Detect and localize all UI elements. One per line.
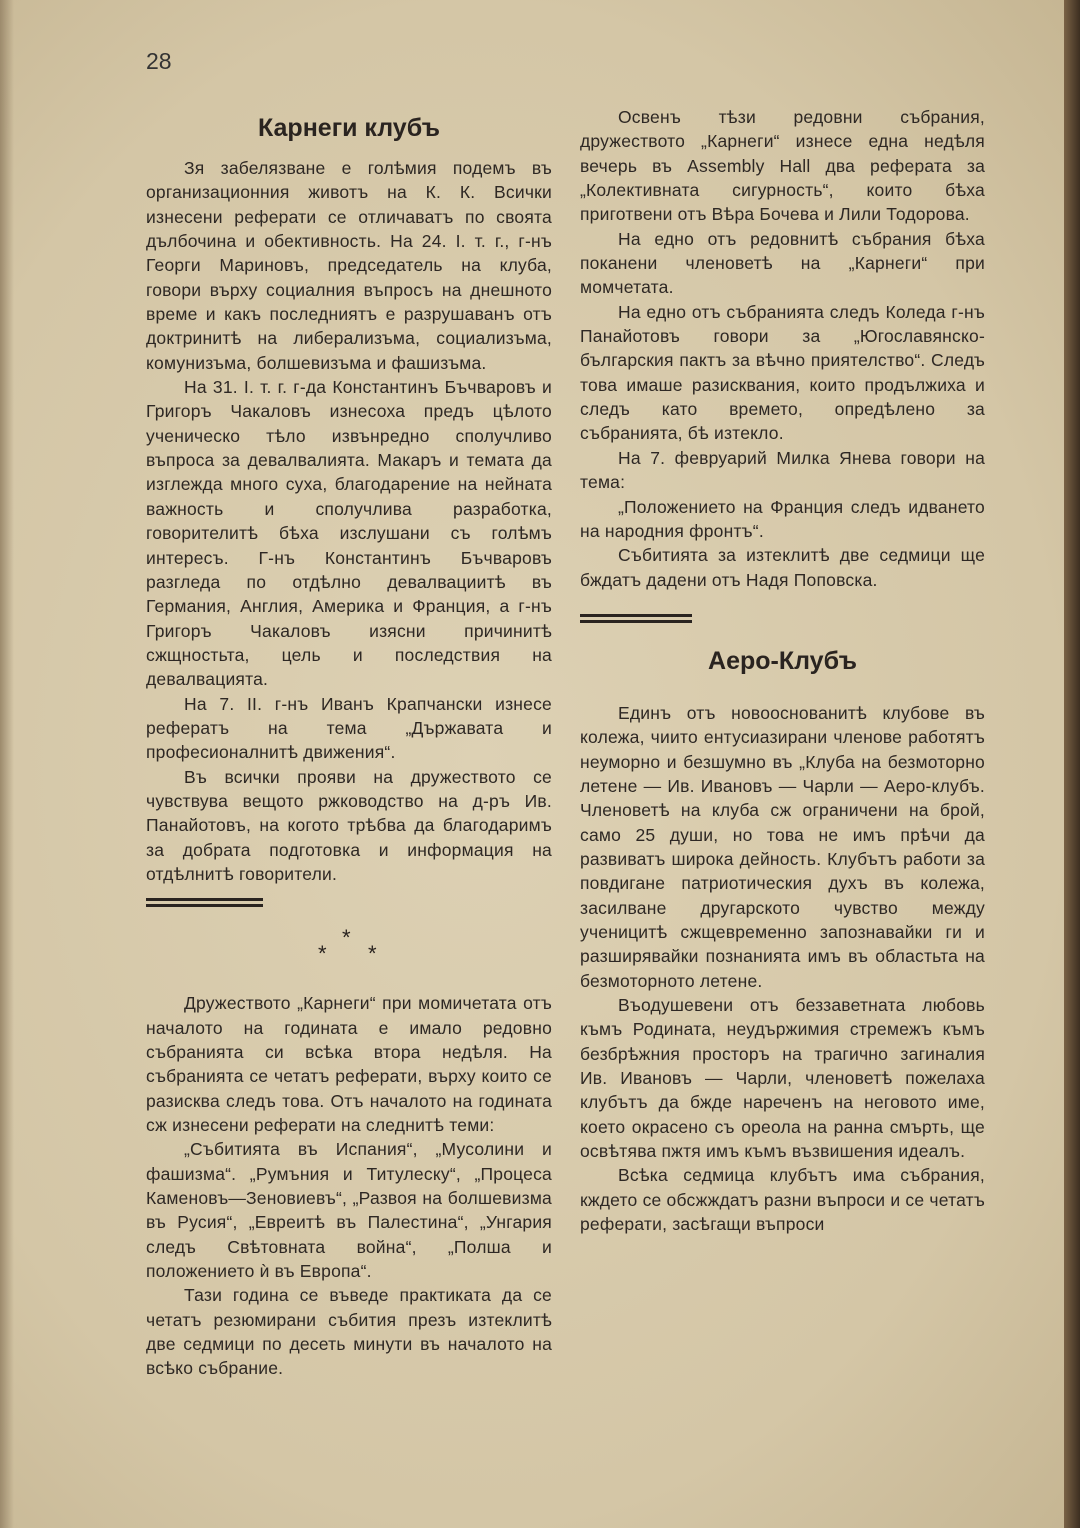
carnegie-club-title: Карнеги клубъ <box>257 114 441 142</box>
girls-section-paragraph-3: Тази година се въведе практиката да се четатъ резюмирани събития презъ изтеклитѣ две седмици по десеть минути въ началото на всѣко събрание. <box>146 1285 552 1379</box>
page-shadow-left <box>0 0 14 1528</box>
girls-section-paragraph-1: Дружеството „Карнеги“ при момичетата отъ началото на годината е имало редовно събранията си всѣка втора недѣля. На събранията се четатъ реферати, върху които се разисква следъ това. Отъ началото на годината сж изнесени реферати на следнитѣ теми: <box>146 993 552 1136</box>
carnegie-paragraph-4: Въ всички прояви на дружеството се чувствува вещото ржководство на д-ръ Ив. Панайотовъ, на когото трѣбва да благодаримъ за добрата подготовка и информация на отдѣлнитѣ говорители. <box>146 766 552 884</box>
section-divider-right <box>580 614 692 623</box>
girls-section-paragraph-9: Събитията за изтеклитѣ две седмици ще бждатъ дадени отъ Надя Поповска. <box>580 545 985 590</box>
girls-section-paragraph-5: На едно отъ редовнитѣ събрания бѣха поканени членоветѣ на „Карнеги“ при момчетата. <box>580 228 985 298</box>
aero-paragraph-3: Всѣка седмица клубътъ има събрания, кждето се обсжждатъ разни въпроси и се четатъ реферати, засѣгащи въпроси <box>580 1165 985 1235</box>
aero-paragraph-2: Въодушевени отъ беззаветната любовь къмъ Родината, неудържимия стремежъ къмъ безбрѣжния просторъ на трагично загиналия Ив. Ивановъ — Чарли, членоветѣ пожелаха клубътъ да бжде нареченъ на неговото име, което окрасено съ ореола на ранна смърть, ще освѣтява пжтя имъ къмъ възвишения идеалъ. <box>580 995 985 1162</box>
left-column <box>146 110 552 1381</box>
section-divider-left <box>146 898 263 907</box>
aero-paragraph-1: Единъ отъ новооснованитѣ клубове въ колежа, чиито ентусиазирани членове работятъ неуморно и безшумно въ „Клуба на безмоторно летене — Ив. Ивановъ — Чарли — Аеро-клубъ. Членоветѣ на клуба сж ограничени на брой, само 25 души, но това не имъ прѣчи да развиватъ широка дейность. Клубътъ работи за повдигане патриотическия духъ въ колежа, засилване другарското чувство между ученицитѣ сжщевременно запознавайки ги и разширявайки познанията имъ въ областьта на безмоторното летене. <box>580 702 985 991</box>
girls-section-paragraph-7: На 7. февруарий Милка Янева говори на тема: <box>580 447 985 493</box>
right-column <box>580 105 985 1236</box>
binding-edge <box>1064 0 1080 1528</box>
girls-section-paragraph-8: „Положението на Франция следъ идването на народния фронтъ“. <box>580 496 985 541</box>
carnegie-paragraph-3: На 7. II. г-нъ Иванъ Крапчански изнесе рефератъ на тема „Държавата и професионалнитѣ движения“. <box>146 693 552 763</box>
girls-section-topics-list: „Събитията въ Испания“, „Мусолини и фашизма“. „Румъния и Титулеску“, „Процеса Каменовъ—Зеновиевъ“, „Развоя на болшевизма въ Русия“, „Евреитѣ въ Палестина“, „Унгария следъ Свѣтовната война“, „Полша и положението ѝ въ Европа“. <box>146 1139 552 1282</box>
girls-section-paragraph-6: На едно отъ събранията следъ Коледа г-нъ Панайотовъ говори за „Югославянско-българския пактъ за вѣчно приятелство“. Следъ това имаше разисквания, които продължиха и следъ като времето, опредѣлено за събранията, бѣ изтекло. <box>580 301 985 444</box>
asterism-star-top: * <box>342 925 351 951</box>
asterism-separator <box>146 925 552 973</box>
girls-section-paragraph-4: Освенъ тѣзи редовни събрания, дружеството „Карнеги“ изнесе една недѣля вечерь въ Assembly Hall два реферата за „Колективната сигурность“, които бѣха приготвени отъ Вѣра Бочева и Лили Тодорова. <box>580 107 985 225</box>
asterism-star-left: * <box>318 941 327 967</box>
asterism-star-right: * <box>368 941 377 967</box>
carnegie-paragraph-1: Зя забелязване е голѣмия подемъ въ организационния животъ на К. К. Всички изнесени реферати се отличаватъ по своята дълбочина и обективность. На 24. I. т. г., г-нъ Георги Мариновъ, председатель на клуба, говори върху социалния въпросъ на днешното време и какъ последниятъ е разрушаванъ отъ доктринитѣ на либерализъма, социализъма, комунизъма, болшевизъма и фашизъма. <box>146 158 552 373</box>
page-number: 28 <box>146 48 172 74</box>
aero-club-title: Аеро-Клубъ <box>708 646 857 675</box>
carnegie-paragraph-2: На 31. I. т. г. г-да Константинъ Бъчваровъ и Григоръ Чакаловъ изнесоха предъ цѣлото ученическо тѣло извънредно сполучливо въпроса за девалвалията. Макаръ и темата да изглежда много суха, благодарение на нейната важность и сполучлива разработка, говорителитѣ бѣха изслушани съ голѣмъ интересъ. Г-нъ Константинъ Бъчваровъ разгледа по отдѣлно девалвациитѣ въ Германия, Англия, Америка и Франция, а г-нъ Григоръ Чакаловъ изясни причинитѣ сжщностьта, цель и последствия на девалвацията. <box>146 377 552 690</box>
